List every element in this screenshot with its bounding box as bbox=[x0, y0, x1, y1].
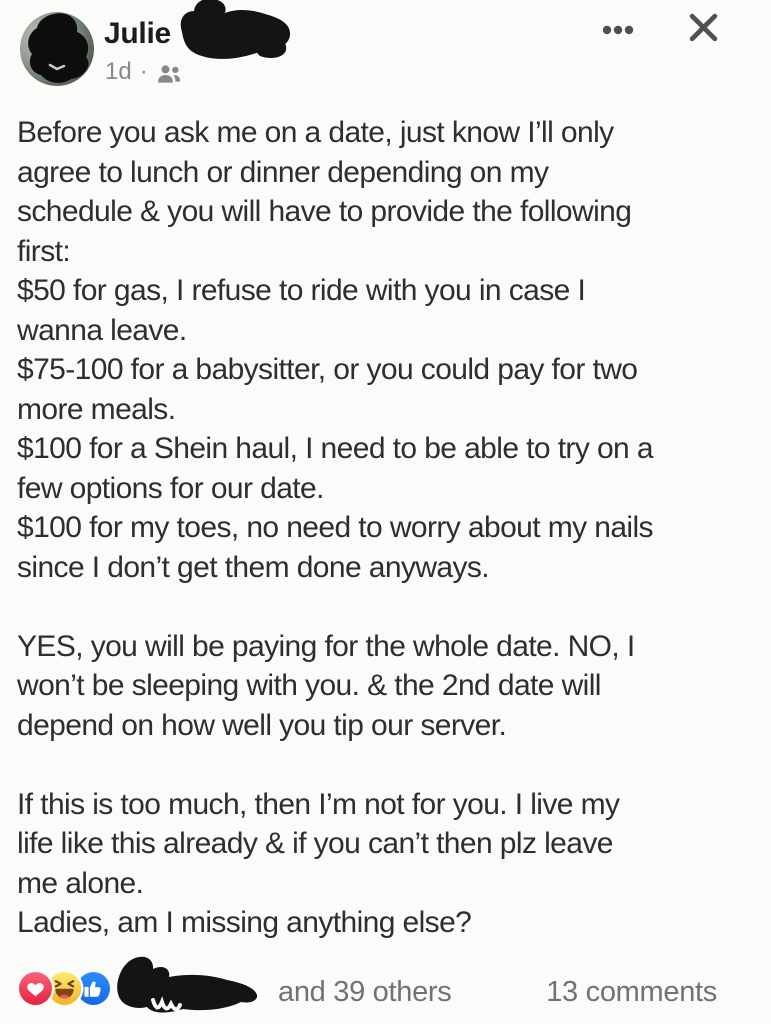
reactor-name-redaction-scribble bbox=[109, 952, 261, 1018]
post-text-line: me alone. bbox=[17, 866, 144, 900]
like-reaction-icon bbox=[77, 972, 110, 1005]
post-text-line: more meals. bbox=[17, 392, 176, 426]
post-text-line: life like this already & if you can’t then plz leave bbox=[17, 827, 613, 860]
post-text-blank-line bbox=[17, 587, 765, 627]
meta-separator: · bbox=[139, 58, 148, 85]
post-text-line: If this is too much, then I’m not for you. I live my bbox=[17, 787, 620, 821]
post-text-line: $100 for a Shein haul, I need to be able to try on a bbox=[17, 432, 653, 465]
post-text-line: $100 for my toes, no need to worry about my nails bbox=[17, 511, 653, 544]
post-text-line: since I don’t get them done anyways. bbox=[17, 550, 490, 584]
post-text-line: depend on how well you tip our server. bbox=[17, 708, 507, 742]
close-x-icon bbox=[688, 12, 719, 43]
post-author-row bbox=[104, 17, 171, 57]
avatar[interactable] bbox=[20, 12, 94, 86]
close-button[interactable] bbox=[686, 10, 720, 44]
love-reaction-icon bbox=[19, 972, 52, 1005]
post-text-line: Before you ask me on a date, just know I’ll only bbox=[17, 116, 614, 149]
timestamp[interactable]: 1d bbox=[105, 58, 132, 85]
post-text bbox=[17, 113, 765, 943]
three-dots-icon bbox=[602, 25, 634, 35]
post-text-line: won’t be sleeping with you. & the 2nd date will bbox=[17, 669, 601, 702]
post-text-line: first: bbox=[17, 234, 71, 268]
post-text-line: wanna leave. bbox=[17, 313, 187, 347]
haha-reaction-icon bbox=[48, 972, 81, 1005]
post-text-line: few options for our date. bbox=[17, 471, 324, 505]
post-text-blank-line bbox=[17, 745, 765, 785]
post-meta bbox=[105, 58, 182, 86]
more-options-button[interactable] bbox=[602, 20, 636, 40]
author-name-redaction-scribble bbox=[168, 0, 294, 64]
post-text-line: $75-100 for a babysitter, or you could pay for two bbox=[17, 353, 638, 386]
reactors-others-label[interactable]: and 39 others bbox=[278, 976, 452, 1008]
avatar-redaction-scribble bbox=[20, 12, 94, 86]
post-text-line: YES, you will be paying for the whole date. NO, I bbox=[17, 629, 635, 663]
post-text-line: schedule & you will have to provide the following bbox=[17, 195, 632, 228]
comments-count-label[interactable]: 13 comments bbox=[546, 976, 717, 1008]
author-name[interactable]: Julie bbox=[104, 17, 171, 50]
friends-privacy-icon bbox=[156, 64, 182, 84]
post-text-line: $50 for gas, I refuse to ride with you in case I bbox=[17, 274, 586, 307]
post-text-line: agree to lunch or dinner depending on my bbox=[17, 155, 549, 189]
post-text-line: Ladies, am I missing anything else? bbox=[17, 906, 472, 939]
